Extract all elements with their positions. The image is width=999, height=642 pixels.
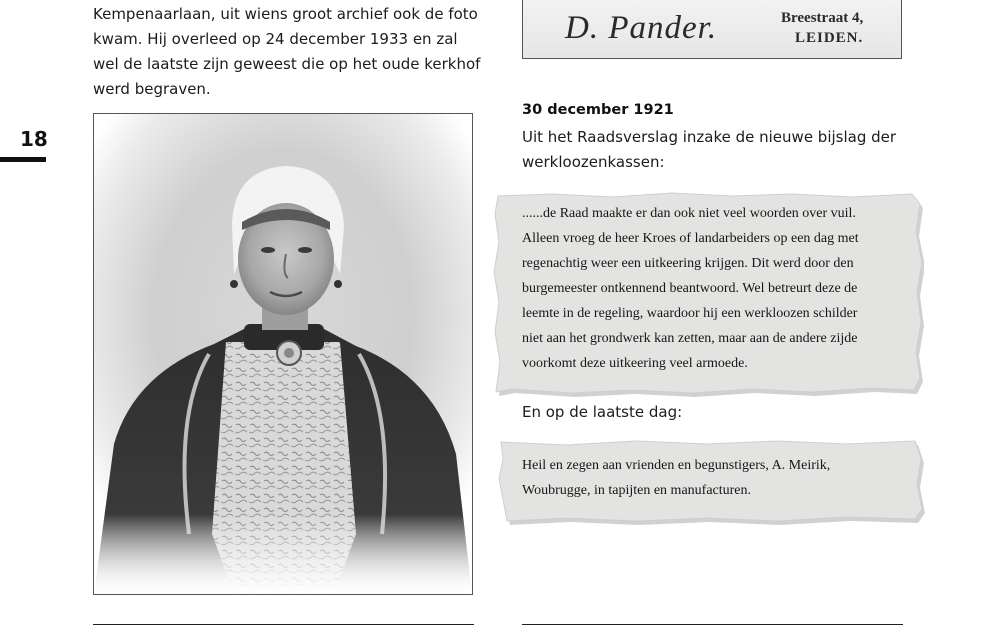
clipping1-text	[522, 201, 922, 376]
intro-line: kwam. Hij overleed op 24 december 1933 en zal	[93, 30, 458, 48]
bottom-rule-right	[522, 624, 903, 625]
newspaper-clipping-raadsverslag	[492, 192, 924, 398]
date-heading: 30 december 1921	[522, 102, 674, 118]
clipping-line: niet aan het grondwerk kan zetten, maar aan de andere zijde	[522, 331, 858, 346]
raadsverslag-intro	[522, 125, 922, 175]
intro-paragraph	[93, 2, 483, 102]
clipping-line: ......de Raad maakte er dan ook niet veel woorden over vuil.	[522, 206, 856, 221]
intro-line: wel de laatste zijn geweest die op het oude kerkhof	[93, 55, 481, 73]
clipping-line: Alleen vroeg de heer Kroes of landarbeiders op een dag met	[522, 231, 859, 246]
page-number: 18	[20, 127, 48, 151]
stamp-signature: D. Pander.	[565, 10, 718, 46]
intro-line: werd begraven.	[93, 80, 211, 98]
intro2-line: Uit het Raadsverslag inzake de nieuwe bijslag der	[522, 128, 897, 146]
clipping2-text	[522, 453, 922, 503]
sub-heading: En op de laatste dag:	[522, 403, 683, 421]
portrait-illustration	[94, 114, 472, 594]
stamp-address-line1: Breestraat 4,	[781, 10, 864, 26]
clipping-line: Heil en zegen aan vrienden en begunstigers, A. Meirik,	[522, 458, 831, 473]
clipping-line: burgemeester ontkennend beantwoord. Wel betreurt deze de	[522, 281, 858, 296]
clipping-line: Woubrugge, in tapijten en manufacturen.	[522, 483, 752, 498]
bottom-rule-left	[93, 624, 474, 625]
stamp-address-line2: LEIDEN.	[795, 30, 864, 46]
photographer-stamp	[522, 0, 902, 59]
page-number-rule	[0, 157, 46, 162]
clipping-line: voorkomt deze uitkeering veel armoede.	[522, 356, 748, 371]
newspaper-clipping-advertisement	[497, 439, 925, 525]
portrait-photo	[93, 113, 473, 595]
intro2-line: werkloozenkassen:	[522, 153, 665, 171]
clipping-line: leemte in de regeling, waardoor hij een werkloozen schilder	[522, 306, 858, 321]
clipping-line: regenachtig weer een uitkeering krijgen. Dit werd door den	[522, 256, 854, 271]
intro-line: Kempenaarlaan, uit wiens groot archief ook de foto	[93, 5, 478, 23]
